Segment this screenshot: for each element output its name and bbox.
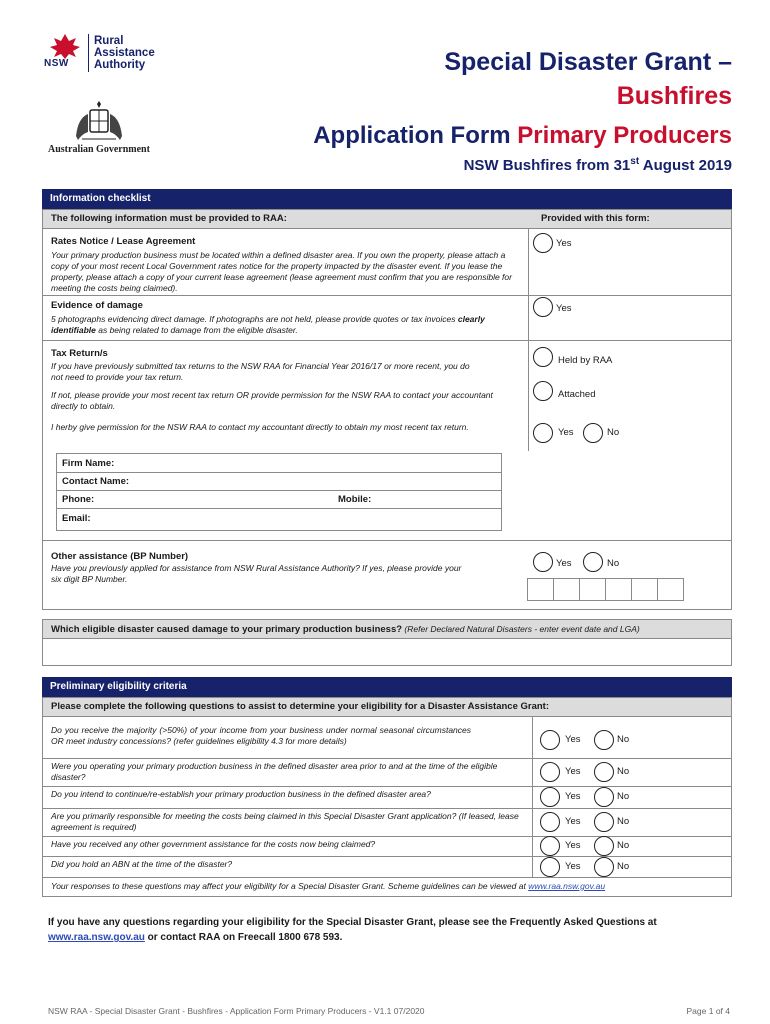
phone-label: Phone: — [62, 494, 95, 505]
email-field[interactable] — [100, 510, 498, 528]
footer-document-id: NSW RAA - Special Disaster Grant - Bushfires - Application Form Primary Producers - V1.1 07/2020 — [48, 1006, 425, 1016]
firm-name-field[interactable] — [130, 455, 498, 471]
tax-attached-radio[interactable] — [533, 381, 553, 401]
nsw-raa-logo — [42, 32, 172, 74]
other-assistance-no-label: No — [607, 558, 620, 569]
bp-digit-cell[interactable] — [605, 578, 632, 601]
eligibility-yes-radio[interactable] — [540, 762, 560, 782]
phone-field[interactable] — [100, 492, 330, 507]
mobile-field[interactable] — [380, 492, 498, 507]
eligibility-question-text: Have you received any other government assistance for the costs now being claimed? — [51, 839, 376, 849]
eligibility-no-label: No — [617, 791, 630, 802]
eligibility-yes-label: Yes — [565, 766, 581, 777]
row-divider — [42, 786, 732, 787]
eligibility-no-label: No — [617, 816, 630, 827]
page-subtitle: Application Form Primary Producers — [313, 122, 732, 149]
row-divider — [42, 758, 732, 759]
page-number: Page 1 of 4 — [686, 1006, 730, 1016]
evidence-damage-description: 5 photographs evidencing direct damage. If photographs are not held, please provide quotes or tax invoices clearly identifiable as being related to damage from the eligible disaster. — [51, 314, 485, 335]
bp-digit-cell[interactable] — [527, 578, 554, 601]
eligibility-question-text: Did you hold an ABN at the time of the disaster? — [51, 859, 233, 869]
eligibility-yes-radio[interactable] — [540, 812, 560, 832]
row-divider — [42, 340, 732, 341]
eligibility-no-label: No — [617, 734, 630, 745]
coat-of-arms-icon — [68, 100, 130, 142]
evidence-damage-title: Evidence of damage — [51, 300, 143, 311]
other-assistance-no-radio[interactable] — [583, 552, 603, 572]
nsw-wordmark: NSW — [44, 58, 69, 69]
tax-return-permission: I herby give permission for the NSW RAA to contact my accountant directly to obtain my most recent tax return. — [51, 422, 469, 432]
tax-return-title: Tax Return/s — [51, 348, 108, 359]
row-divider — [42, 540, 732, 541]
damage-yes-label: Yes — [556, 303, 572, 314]
eligibility-no-radio[interactable] — [594, 812, 614, 832]
mobile-label: Mobile: — [338, 494, 372, 505]
eligibility-yes-label: Yes — [565, 860, 581, 872]
row-divider — [42, 877, 732, 878]
row-divider — [42, 808, 732, 809]
eligibility-yes-radio[interactable] — [540, 836, 560, 856]
tax-held-radio[interactable] — [533, 347, 553, 367]
contact-name-field[interactable] — [140, 474, 498, 489]
eligibility-question-text: Do you intend to continue/re-establish your primary production business in the defined disaster area? — [51, 789, 431, 799]
bp-digit-cell[interactable] — [579, 578, 606, 601]
bp-digit-cell[interactable] — [631, 578, 658, 601]
disaster-question-row: Which eligible disaster caused damage to your primary production business? (Refer Declared Natural Disasters - enter event date and LGA) — [42, 619, 732, 639]
column-divider — [532, 717, 533, 877]
eligibility-no-label: No — [617, 860, 630, 872]
other-assistance-title: Other assistance (BP Number) — [51, 551, 189, 562]
tax-return-description-2: If not, please provide your most recent tax return OR provide permission for the NSW RAA to contact your accountant directly to obtain. — [51, 390, 493, 411]
page-title: Special Disaster Grant – — [444, 48, 732, 76]
australian-government-logo — [48, 100, 168, 158]
other-assistance-yes-radio[interactable] — [533, 552, 553, 572]
event-date: NSW Bushfires from 31st August 2019 — [463, 156, 732, 174]
eligibility-no-label: No — [617, 766, 630, 777]
row-divider — [56, 472, 502, 473]
eligibility-yes-radio[interactable] — [540, 787, 560, 807]
tax-permission-yes-label: Yes — [558, 427, 574, 438]
page-title-bushfires: Bushfires — [616, 82, 732, 110]
tax-attached-label: Attached — [558, 389, 596, 400]
tax-held-label: Held by RAA — [558, 355, 613, 366]
raa-wordmark: Rural Assistance Authority — [94, 35, 155, 71]
row-divider — [56, 508, 502, 509]
eligibility-no-radio[interactable] — [594, 762, 614, 782]
eligibility-no-radio[interactable] — [594, 857, 614, 877]
row-divider — [42, 295, 732, 296]
eligibility-yes-label: Yes — [565, 791, 581, 802]
eligibility-question-text: Were you operating your primary production business in the defined disaster area prior to and at the time of the eligible disaster? — [51, 761, 498, 782]
rates-notice-description: Your primary production business must be located within a defined disaster area. If you own the property, please attach a copy of your most recent Local Government rates notice for the property impacted by the disaster event. If you lease the property, please attach a copy of your current lease agreement (lease agreement must confirm that you are responsible for meeting the costs being claimed). — [51, 250, 512, 293]
eligibility-note: Your responses to these questions may affect your eligibility for a Special Disaster Grant. Scheme guidelines can be viewed at www.raa.nsw.gov.au — [51, 881, 606, 891]
row-divider — [42, 836, 732, 837]
eligibility-no-radio[interactable] — [594, 730, 614, 750]
firm-name-label: Firm Name: — [62, 458, 115, 469]
tax-permission-no-radio[interactable] — [583, 423, 603, 443]
logo-divider — [88, 34, 89, 72]
bp-number-input[interactable] — [527, 578, 684, 601]
eligibility-yes-label: Yes — [565, 840, 581, 851]
eligibility-question-text: Are you primarily responsible for meeting the costs being claimed in this Special Disaster Grant application? (If leased, lease agreement is required) — [51, 811, 519, 832]
other-assistance-yes-label: Yes — [556, 558, 572, 569]
section-bar-information-checklist: Information checklist — [42, 189, 732, 209]
raa-website-link[interactable]: www.raa.nsw.gov.au — [48, 932, 145, 943]
bp-digit-cell[interactable] — [553, 578, 580, 601]
tax-permission-yes-radio[interactable] — [533, 423, 553, 443]
contact-name-label: Contact Name: — [62, 476, 130, 487]
rates-notice-title: Rates Notice / Lease Agreement — [51, 236, 196, 247]
eligibility-no-label: No — [617, 840, 630, 851]
eligibility-yes-label: Yes — [565, 734, 581, 745]
rates-yes-label: Yes — [556, 238, 572, 249]
row-divider — [42, 856, 732, 857]
eligibility-intro-row: Please complete the following questions to assist to determine your eligibility for a Disaster Assistance Grant: — [42, 697, 732, 717]
eligibility-no-radio[interactable] — [594, 836, 614, 856]
raa-website-link[interactable]: www.raa.nsw.gov.au — [528, 881, 606, 891]
australian-government-wordmark: Australian Government — [48, 144, 150, 155]
eligibility-yes-radio[interactable] — [540, 857, 560, 877]
other-assistance-description: Have you previously applied for assistance from NSW Rural Assistance Authority? If yes, please provide your six digit BP Number. — [51, 563, 462, 584]
eligibility-question-text: Do you receive the majority (>50%) of your income from your business under normal seasonal circumstances OR meet industry concessions? (refer guidelines eligibility 4.3 for more details) — [51, 725, 471, 746]
disaster-answer-field[interactable] — [42, 638, 732, 666]
email-label: Email: — [62, 513, 91, 524]
tax-permission-no-label: No — [607, 427, 620, 438]
tax-return-description-1: If you have previously submitted tax returns to the NSW RAA for Financial Year 2016/17 or more recent, you do not need to provide your tax return. — [51, 361, 470, 382]
eligibility-yes-radio[interactable] — [540, 730, 560, 750]
eligibility-no-radio[interactable] — [594, 787, 614, 807]
damage-yes-radio[interactable] — [533, 297, 553, 317]
bp-digit-cell[interactable] — [657, 578, 684, 601]
eligibility-yes-label: Yes — [565, 816, 581, 827]
section-bar-eligibility: Preliminary eligibility criteria — [42, 677, 732, 697]
rates-yes-radio[interactable] — [533, 233, 553, 253]
closing-note: If you have any questions regarding your eligibility for the Special Disaster Grant, please see the Frequently Asked Questions at www.raa.nsw.gov.au or contact RAA on Freecall 1800 678 593. — [48, 917, 657, 943]
checklist-header-row: The following information must be provided to RAA: Provided with this form: — [42, 209, 732, 229]
row-divider — [56, 490, 502, 491]
